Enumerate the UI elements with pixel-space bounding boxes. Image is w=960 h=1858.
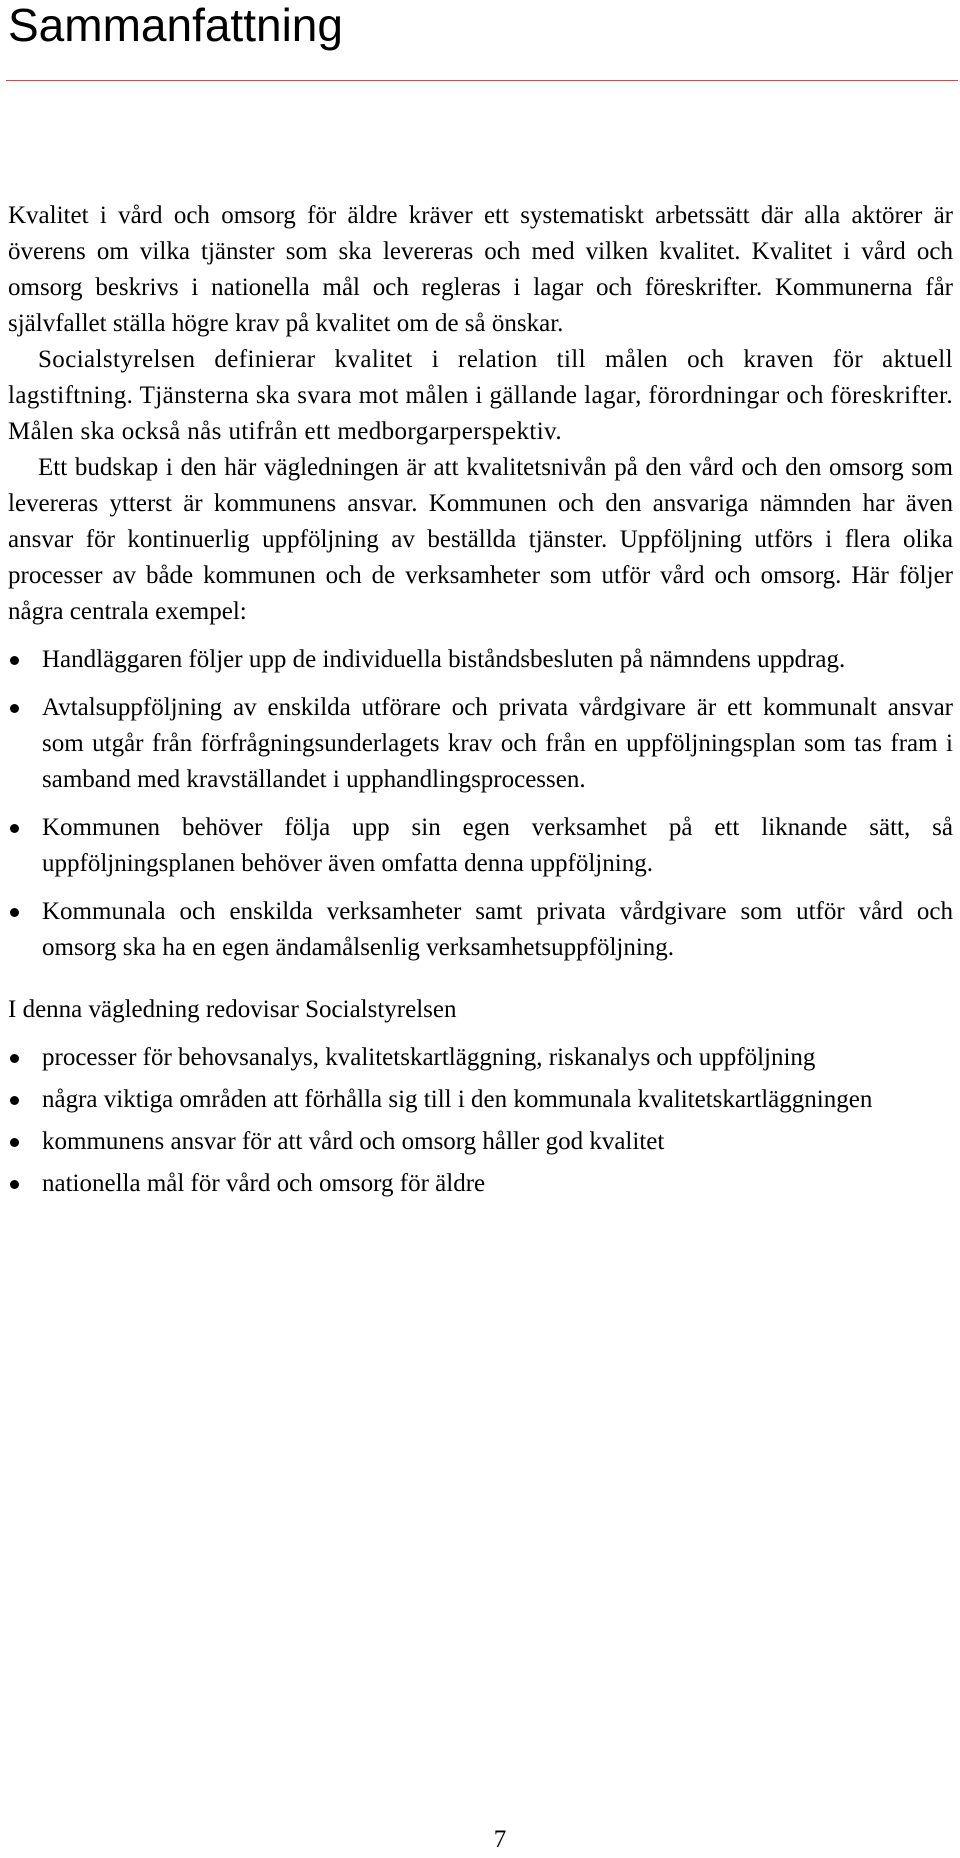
guide-contents-list [8, 1040, 953, 1202]
list-item [8, 894, 953, 966]
bullet-icon [10, 908, 19, 917]
bullet-icon [10, 704, 19, 713]
list-item [8, 690, 953, 798]
list-item [8, 1166, 953, 1202]
guide-intro: I denna vägledning redovisar Socialstyrelsen [8, 996, 457, 1023]
list-item [8, 810, 953, 882]
paragraph-message: Ett budskap i den här vägledningen är att kvalitetsnivån på den vård och den omsorg som levereras ytterst är kommunens ansvar. Kommunen och den ansvariga nämnden har även ansvar för kontinuerlig uppföljning av beställda tjänster. Uppföljning utförs i flera olika processer av både kommunen och de verksamheter som utför vård och omsorg. Här följer några centrala exempel: [8, 454, 953, 625]
list-item-text: Avtalsuppföljning av enskilda utförare och privata vårdgivare är ett kommunalt ansvar som utgår från förfrågningsunderlagets krav och från en uppföljningsplan som tas fram i samband med kravställandet i upphandlingsprocessen. [42, 694, 953, 793]
page-title: Sammanfattning [8, 0, 343, 51]
list-item-text: Kommunen behöver följa upp sin egen verksamhet på ett liknande sätt, så uppföljningsplanen behöver även omfatta denna uppföljning. [42, 814, 953, 877]
title-divider [6, 80, 958, 81]
list-item [8, 642, 953, 678]
list-item-text: processer för behovsanalys, kvalitetskartläggning, riskanalys och uppföljning [42, 1044, 816, 1071]
main-content [8, 198, 953, 1208]
bullet-icon [10, 1180, 19, 1189]
list-item-text: några viktiga områden att förhålla sig till i den kommunala kvalitetskartläggningen [42, 1086, 873, 1113]
bullet-icon [10, 824, 19, 833]
list-item [8, 1082, 953, 1118]
page-number: 7 [493, 1826, 507, 1853]
examples-list [8, 642, 953, 966]
bullet-icon [10, 1096, 19, 1105]
paragraph-intro: Kvalitet i vård och omsorg för äldre kräver ett systematiskt arbetssätt där alla aktörer är överens om vilka tjänster som ska levereras och med vilken kvalitet. Kvalitet i vård och omsorg beskrivs i nationella mål och regleras i lagar och föreskrifter. Kommunerna får självfallet ställa högre krav på kvalitet om de så önskar. [8, 202, 953, 337]
list-item-text: Handläggaren följer upp de individuella biståndsbesluten på nämndens uppdrag. [42, 646, 846, 673]
bullet-icon [10, 1054, 19, 1063]
list-item [8, 1040, 953, 1076]
bullet-icon [10, 656, 19, 665]
paragraph-definition: Socialstyrelsen definierar kvalitet i relation till målen och kraven för aktuell lagstiftning. Tjänsterna ska svara mot målen i gällande lagar, förordningar och föreskrifter. Målen ska också nås utifrån ett medborgarperspektiv. [8, 346, 953, 445]
list-item-text: nationella mål för vård och omsorg för äldre [42, 1170, 486, 1197]
bullet-icon [10, 1138, 19, 1147]
list-item-text: kommunens ansvar för att vård och omsorg håller god kvalitet [42, 1128, 665, 1155]
list-item-text: Kommunala och enskilda verksamheter samt privata vårdgivare som utför vård och omsorg ska ha en egen ändamålsenlig verksamhetsuppföljning. [42, 898, 953, 961]
list-item [8, 1124, 953, 1160]
